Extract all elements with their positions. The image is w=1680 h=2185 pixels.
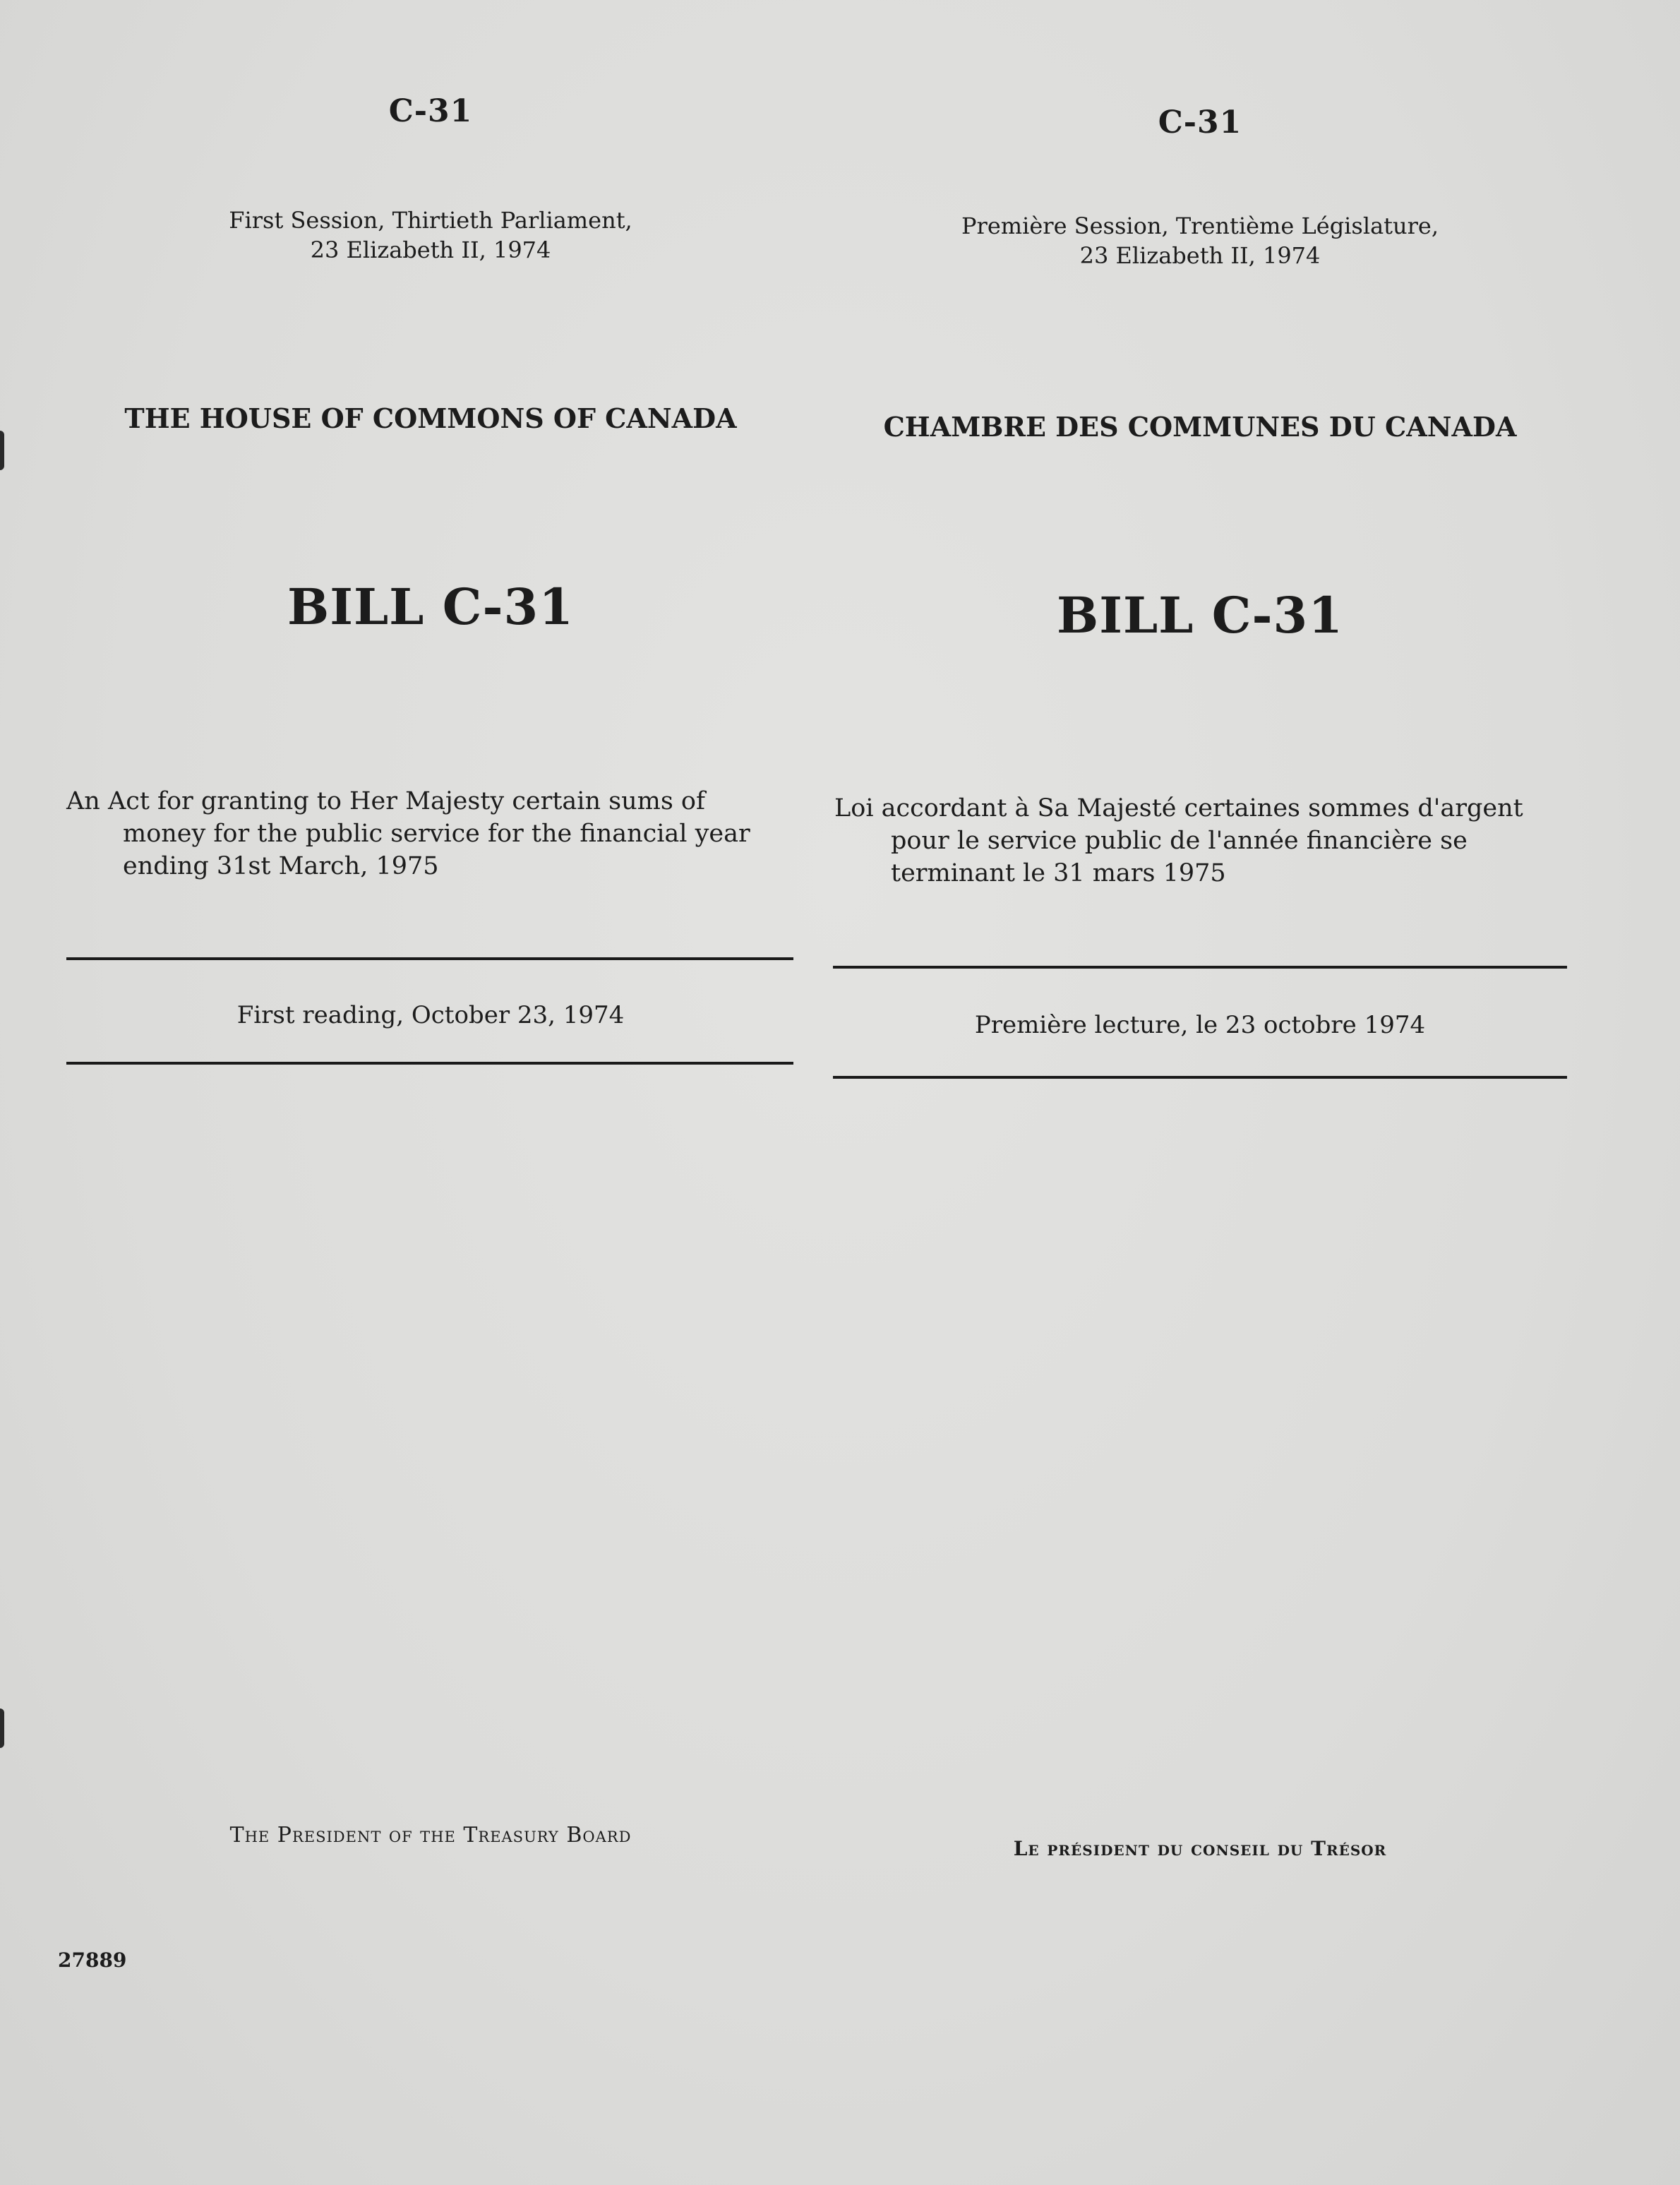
bill-title-fr: BILL C-31	[1057, 586, 1343, 645]
long-title-line-1-fr: Loi accordant à Sa Majesté certaines sommes d'argent	[834, 794, 1523, 822]
binding-hole-mark-top	[0, 431, 4, 470]
house-name-fr: CHAMBRE DES COMMUNES DU CANADA	[883, 411, 1517, 443]
house-name-en: THE HOUSE OF COMMONS OF CANADA	[124, 402, 737, 434]
long-title-en	[66, 785, 800, 883]
session-line-1-fr: Première Session, Trentième Législature,	[961, 212, 1439, 239]
session-line-2-en: 23 Elizabeth II, 1974	[310, 237, 551, 263]
session-line-2-fr: 23 Elizabeth II, 1974	[1079, 242, 1321, 269]
long-title-fr	[834, 792, 1568, 890]
french-column	[833, 0, 1567, 2185]
bill-number-fr: C-31	[1158, 104, 1242, 140]
sponsor-en: The President of the Treasury Board	[229, 1823, 632, 1848]
bill-number-en: C-31	[388, 93, 473, 129]
rule-top-en	[66, 957, 793, 960]
long-title-line-2-fr: pour le service public de l'année financière se	[891, 827, 1468, 856]
rule-bottom-fr	[833, 1076, 1567, 1079]
sponsor-fr: Le président du conseil du Trésor	[1013, 1837, 1387, 1860]
print-number: 27889	[58, 1948, 127, 1972]
long-title-line-3-fr: terminant le 31 mars 1975	[891, 859, 1226, 888]
first-reading-fr: Première lecture, le 23 octobre 1974	[974, 1011, 1426, 1039]
english-column	[64, 0, 798, 2185]
rule-bottom-en	[66, 1062, 793, 1065]
session-line-1-en: First Session, Thirtieth Parliament,	[229, 207, 632, 234]
long-title-line-1-en: An Act for granting to Her Majesty certain sums of	[66, 787, 705, 815]
long-title-line-2-en: money for the public service for the financial year	[123, 820, 750, 849]
bill-title-en: BILL C-31	[287, 577, 574, 636]
binding-hole-mark-bottom	[0, 1708, 4, 1748]
rule-top-fr	[833, 966, 1567, 969]
first-reading-en: First reading, October 23, 1974	[236, 1001, 625, 1029]
long-title-line-3-en: ending 31st March, 1975	[123, 852, 439, 881]
